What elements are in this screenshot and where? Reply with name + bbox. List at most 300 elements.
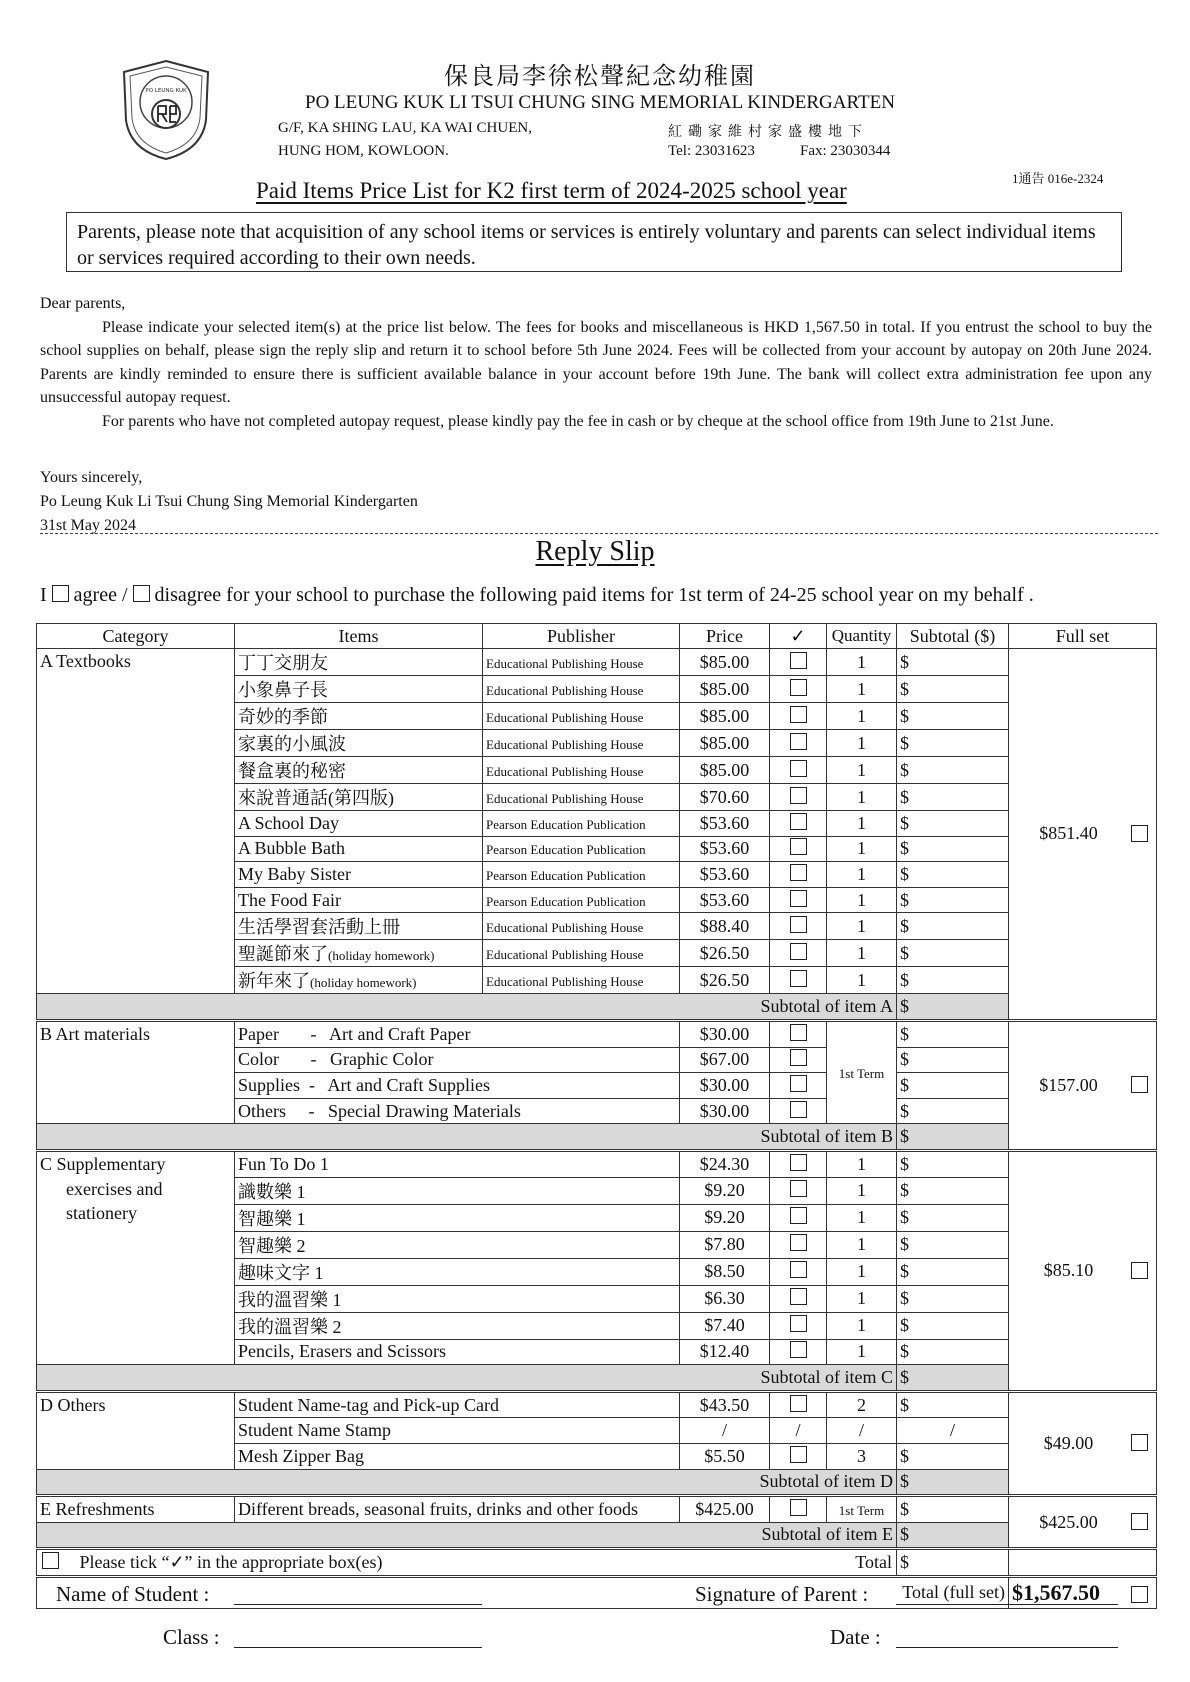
publisher: Educational Publishing House [486,709,644,725]
price-cell [680,757,770,784]
subtotal-cell[interactable] [897,913,1009,940]
item-cell [235,1258,680,1285]
item-cell [235,703,483,730]
subtotal-label-b [37,1124,897,1151]
full-set-price-a: $851.40 [1039,823,1098,844]
subtotal-cell[interactable] [897,1204,1009,1231]
price-cell [680,1231,770,1258]
subtotal-cell[interactable] [897,1496,1009,1523]
tick-cell [770,1285,827,1312]
agree-statement: I agree / disagree for your school to purchase the following paid items for 1st term of 24-25 school year on my behalf . [40,584,1034,606]
full-set-e [1009,1496,1157,1549]
item-checkbox[interactable] [790,706,807,723]
item-checkbox[interactable] [790,787,807,804]
date-label: Date : [830,1625,881,1649]
item-name: 餐盒裏的秘密 [238,761,346,781]
svg-text:PO LEUNG KUK: PO LEUNG KUK [145,88,187,94]
price-cell [680,913,770,940]
quantity: 1 [857,863,866,884]
item-checkbox[interactable] [790,1499,807,1516]
item-checkbox[interactable] [790,679,807,696]
subtotal-currency: $ [900,1207,909,1228]
subtotal-cell[interactable] [897,1047,1009,1073]
subtotal-cell[interactable] [897,1020,1009,1047]
category-label: A Textbooks [40,651,131,671]
price: $26.50 [699,969,750,990]
tick-cell [770,676,827,703]
subtotal-cell[interactable] [897,649,1009,676]
full-set-b [1009,1020,1157,1150]
item-cell [235,1204,680,1231]
quantity-cell [827,811,897,837]
price-cell [680,1391,770,1418]
publisher: Educational Publishing House [486,973,644,989]
item-cell [235,757,483,784]
item-cell [235,1312,680,1339]
publisher: Pearson Education Publication [486,867,646,883]
subtotal-cell[interactable] [897,1443,1009,1469]
subtotal-cell[interactable] [897,1391,1009,1418]
category-label: C Supplementary [40,1153,166,1174]
item-checkbox[interactable] [790,1207,807,1224]
publisher-cell [483,913,680,940]
item-name: Student Name-tag and Pick-up Card [238,1394,499,1415]
quantity-cell [827,1285,897,1312]
publisher: Educational Publishing House [486,655,644,671]
quantity: 1 [857,705,866,726]
tick-note-checkbox[interactable] [42,1552,59,1569]
item-name: 小象鼻子長 [238,680,328,700]
price: $85.00 [699,705,750,726]
subtotal-currency: $ [900,1100,909,1121]
price: $30.00 [699,1074,750,1095]
item-cell [235,1285,680,1312]
item-checkbox[interactable] [790,1180,807,1197]
publisher-cell [483,730,680,757]
item-name: 智趣樂 2 [238,1235,306,1256]
price-cell [680,784,770,811]
quantity: 1 [857,889,866,910]
price-cell [680,1177,770,1204]
quantity-cell [827,1204,897,1231]
disagree-checkbox[interactable] [133,585,150,602]
item-name: 生活學習套活動上冊 [238,917,400,938]
subtotal-cell[interactable] [897,1339,1009,1365]
price-cell [680,1339,770,1365]
reply-slip-title: Reply Slip [535,536,655,567]
item-checkbox[interactable] [790,1261,807,1278]
item-name: Different breads, seasonal fruits, drinks and other foods [238,1498,639,1519]
tick-cell [770,649,827,676]
subtotal-currency: $ [900,1049,909,1070]
item-checkbox[interactable] [790,943,807,960]
full-set-price-b: $157.00 [1039,1074,1098,1095]
item-cell [235,862,483,888]
quantity: 1 [857,969,866,990]
item-name: Mesh Zipper Bag [238,1445,364,1466]
item-name: 我的溫習樂 2 [238,1316,342,1337]
subtotal-currency: $ [900,1445,909,1466]
signatory: Po Leung Kuk Li Tsui Chung Sing Memorial Kindergarten [40,493,418,510]
not-applicable: / [949,1420,955,1441]
total-value[interactable] [897,1549,1009,1577]
col-category: Category [37,624,235,649]
subtotal-currency: $ [900,942,909,963]
item-checkbox[interactable] [790,733,807,750]
letter-signature [40,466,418,538]
price-cell [680,1073,770,1099]
subtotal-cell[interactable] [897,757,1009,784]
quantity-cell [827,887,897,913]
full-set-checkbox-c[interactable] [1131,1262,1148,1279]
price: $12.40 [699,1341,750,1362]
tick-cell [770,1496,827,1523]
quantity-cell [827,1312,897,1339]
tick-cell [770,1258,827,1285]
item-checkbox[interactable] [790,760,807,777]
price-cell [680,1150,770,1177]
item-name: 趣味文字 1 [238,1262,324,1283]
item-name: Color - Graphic Color [238,1049,434,1070]
subtotal-currency: $ [900,1261,909,1282]
item-name: 新年來了 [238,971,310,992]
subtotal-row-a [37,994,1157,1021]
price: $6.30 [704,1288,745,1309]
price-list-table [36,623,1157,1609]
subtotal-currency: $ [900,1234,909,1255]
letter-paragraph-2: For parents who have not completed autopay request, please kindly pay the fee in cash or by cheque at the school office from 19th June to 21st June. [102,412,1054,430]
subtotal-currency: $ [900,1126,909,1147]
price: $53.60 [699,889,750,910]
price-cell [680,836,770,862]
subtotal-currency: $ [900,786,909,807]
quantity: 1st Term [838,1066,885,1082]
address-line-2: HUNG HOM, KOWLOON. [278,143,449,159]
full-set-checkbox-e[interactable] [1131,1513,1148,1530]
item-checkbox[interactable] [790,864,807,881]
quantity: 1 [857,838,866,859]
price: $53.60 [699,838,750,859]
school-name-chinese: 保良局李徐松聲紀念幼稚園 [444,64,756,90]
publisher-cell [483,757,680,784]
subtotal-cell[interactable] [897,836,1009,862]
price-cell [680,703,770,730]
not-applicable: / [858,1420,864,1441]
subtotal-cell[interactable] [897,1177,1009,1204]
subtotal-cell[interactable] [897,940,1009,967]
item-checkbox[interactable] [790,1341,807,1358]
price: $85.00 [699,732,750,753]
subtotal-currency: $ [900,678,909,699]
subtotal-b-value[interactable] [897,1124,1009,1151]
item-checkbox[interactable] [790,1049,807,1066]
subtotal-label-text: Subtotal of item E [761,1524,893,1545]
table-row [37,1391,1157,1418]
price: $53.60 [699,863,750,884]
subtotal-cell[interactable] [897,730,1009,757]
greeting: Dear parents, [40,295,126,312]
item-cell [235,1391,680,1418]
item-checkbox[interactable] [790,1446,807,1463]
item-checkbox[interactable] [790,1024,807,1041]
item-checkbox[interactable] [790,1101,807,1118]
price: $43.50 [699,1394,750,1415]
subtotal-cell[interactable] [897,1312,1009,1339]
item-cell [235,913,483,940]
full-set-checkbox-a[interactable] [1131,825,1148,842]
subtotal-currency: $ [900,1023,909,1044]
total-row [37,1549,1157,1577]
address-chinese: 紅磡家維村家盛樓地下 [668,125,868,140]
price-cell [680,676,770,703]
subtotal-currency: $ [900,838,909,859]
price-cell [680,730,770,757]
price-cell [680,1418,770,1444]
subtotal-cell[interactable] [897,811,1009,837]
publisher-cell [483,703,680,730]
price-cell [680,862,770,888]
full-set-a [1009,649,1157,1021]
tick-cell [770,1312,827,1339]
item-checkbox[interactable] [790,1288,807,1305]
subtotal-currency: $ [900,1498,909,1519]
quantity: 1 [857,678,866,699]
item-checkbox[interactable] [790,652,807,669]
col-items: Items [235,624,483,649]
full-set-checkbox-d[interactable] [1131,1434,1148,1451]
student-name-label: Name of Student : [56,1582,210,1606]
item-checkbox[interactable] [790,813,807,830]
tick-note: Please tick “✓” in the appropriate box(es) [79,1552,383,1573]
quantity: 1 [857,812,866,833]
full-total-checkbox[interactable] [1131,1586,1148,1603]
date-field[interactable] [896,1647,1118,1648]
subtotal-cell[interactable] [897,703,1009,730]
quantity-cell [827,1391,897,1418]
table-row [37,1496,1157,1523]
price: $30.00 [699,1100,750,1121]
tick-cell [770,1339,827,1365]
quantity: 1 [857,732,866,753]
tick-cell [770,811,827,837]
category-c [37,1150,235,1364]
publisher: Educational Publishing House [486,763,644,779]
subtotal-row-c [37,1365,1157,1392]
subtotal-label-c [37,1365,897,1392]
item-cell [235,1047,680,1073]
tick-cell [770,1098,827,1124]
price: $7.80 [704,1234,745,1255]
publisher: Educational Publishing House [486,946,644,962]
item-checkbox[interactable] [790,1234,807,1251]
category-label-2: exercises and [66,1178,163,1199]
subtotal-currency: $ [900,1074,909,1095]
quantity: 1 [857,1341,866,1362]
quantity: 1 [857,786,866,807]
item-checkbox[interactable] [790,1315,807,1332]
quantity: 1 [857,915,866,936]
subtotal-currency: $ [900,1471,909,1492]
subtotal-row-b [37,1124,1157,1151]
item-cell [235,1098,680,1124]
quantity: 1 [857,1261,866,1282]
col-subtotal: Subtotal ($) [897,624,1009,649]
subtotal-cell[interactable] [897,1073,1009,1099]
item-checkbox[interactable] [790,970,807,987]
subtotal-currency: $ [900,1524,909,1545]
agree-checkbox[interactable] [52,585,69,602]
cut-line [40,533,1158,534]
letter-paragraph-1: Please indicate your selected item(s) at the price list below. The fees for books and miscellaneous is HKD 1,567.50 in total. If you entrust the school to buy the school supplies on behalf, please sign the reply slip and return it to school before 5th June 2024. Fees will be collected from your account by autopay on 20th June 2024. Parents are kindly reminded to ensure there is sufficient available balance in your account before 19th June. The bank will collect extra administration fee upon any unsuccessful autopay request. [40,318,1152,406]
item-name: Fun To Do 1 [238,1153,329,1174]
subtotal-cell[interactable] [897,1150,1009,1177]
tick-cell [770,1204,827,1231]
quantity-cell [827,1443,897,1469]
price-cell [680,1496,770,1523]
item-note: (holiday homework) [328,948,435,964]
quantity: 1 [857,1234,866,1255]
item-checkbox[interactable] [790,1395,807,1412]
tick-cell [770,757,827,784]
subtotal-label-e [37,1522,897,1549]
subtotal-c-value[interactable] [897,1365,1009,1392]
price: $26.50 [699,942,750,963]
subtotal-cell[interactable] [897,887,1009,913]
price-cell [680,1443,770,1469]
item-name: The Food Fair [238,889,341,910]
tick-cell [770,887,827,913]
item-name: 丁丁交朋友 [238,653,328,673]
price: $70.60 [699,786,750,807]
quantity: 1 [857,759,866,780]
total-label: Total [855,1552,892,1573]
subtotal-cell[interactable] [897,1285,1009,1312]
subtotal-currency: $ [900,915,909,936]
price-cell [680,1312,770,1339]
class-field[interactable] [234,1647,482,1648]
item-name: 我的溫習樂 1 [238,1289,342,1310]
publisher: Pearson Education Publication [486,816,646,832]
closing: Yours sincerely, [40,469,143,486]
subtotal-currency: $ [900,996,909,1017]
tick-cell [770,1047,827,1073]
item-checkbox[interactable] [790,1075,807,1092]
price-cell [680,649,770,676]
item-checkbox[interactable] [790,838,807,855]
item-cell [235,1150,680,1177]
subtotal-currency: $ [900,1366,909,1387]
subtotal-cell[interactable] [897,967,1009,994]
price: $30.00 [699,1023,750,1044]
publisher: Pearson Education Publication [486,842,646,858]
col-quantity: Quantity [827,624,897,649]
item-cell [235,1177,680,1204]
subtotal-a-value[interactable] [897,994,1009,1021]
tick-cell [770,1177,827,1204]
subtotal-label-text: Subtotal of item C [760,1366,893,1387]
category-label-3: stationery [66,1203,137,1224]
item-checkbox[interactable] [790,916,807,933]
item-name: 奇妙的季節 [238,707,328,727]
price: $24.30 [699,1153,750,1174]
category-label: D Others [40,1394,106,1415]
subtotal-cell[interactable] [897,784,1009,811]
price: $88.40 [699,915,750,936]
publisher-cell [483,649,680,676]
item-cell [235,836,483,862]
quantity-cell [827,940,897,967]
full-set-checkbox-b[interactable] [1131,1076,1148,1093]
tick-cell [770,1073,827,1099]
col-full-set: Full set [1009,624,1157,649]
price: $425.00 [695,1498,754,1519]
category-d [37,1391,235,1469]
quantity: 3 [857,1445,866,1466]
price: $9.20 [704,1180,745,1201]
signature-label: Signature of Parent : [695,1582,869,1606]
item-cell [235,1231,680,1258]
tick-cell [770,836,827,862]
price-cell [680,1204,770,1231]
subtotal-currency: $ [900,1180,909,1201]
quantity: 1 [857,1315,866,1336]
full-set-d [1009,1391,1157,1495]
subtotal-currency: $ [900,1315,909,1336]
not-applicable: / [721,1420,727,1441]
item-cell [235,887,483,913]
quantity-cell [827,1150,897,1177]
subtotal-currency: $ [900,759,909,780]
subtotal-cell[interactable] [897,1258,1009,1285]
tick-cell [770,1150,827,1177]
letter-body [40,292,1152,433]
price: $7.40 [704,1315,745,1336]
item-note: (holiday homework) [310,975,417,991]
item-name: Others - Special Drawing Materials [238,1100,521,1121]
quantity: 1st Term [838,1502,885,1518]
item-cell [235,940,483,967]
subtotal-cell[interactable] [897,1098,1009,1124]
subtotal-currency: $ [900,705,909,726]
tick-cell [770,1391,827,1418]
item-checkbox[interactable] [790,890,807,907]
quantity-cell [827,1339,897,1365]
quantity-cell [827,836,897,862]
student-name-field[interactable] [234,1604,482,1605]
quantity-cell [827,730,897,757]
tick-cell [770,967,827,994]
item-cell [235,1339,680,1365]
quantity-cell [827,784,897,811]
subtotal-d-value[interactable] [897,1469,1009,1496]
item-checkbox[interactable] [790,1154,807,1171]
price-cell [680,887,770,913]
subtotal-label-text: Subtotal of item A [760,996,893,1017]
price-cell [680,1098,770,1124]
subtotal-e-value[interactable] [897,1522,1009,1549]
tick-cell [770,913,827,940]
subtotal-cell[interactable] [897,676,1009,703]
subtotal-cell[interactable] [897,1231,1009,1258]
subtotal-label-text: Subtotal of item B [760,1126,893,1147]
reference-number: 1通告 016e-2324 [1012,171,1104,186]
letter-date: 31st May 2024 [40,517,136,534]
subtotal-cell[interactable] [897,862,1009,888]
full-total-value: $1,567.50 [1012,1579,1100,1605]
quantity-cell [827,1177,897,1204]
signature-field[interactable] [896,1604,1118,1605]
table-row [37,649,1157,676]
